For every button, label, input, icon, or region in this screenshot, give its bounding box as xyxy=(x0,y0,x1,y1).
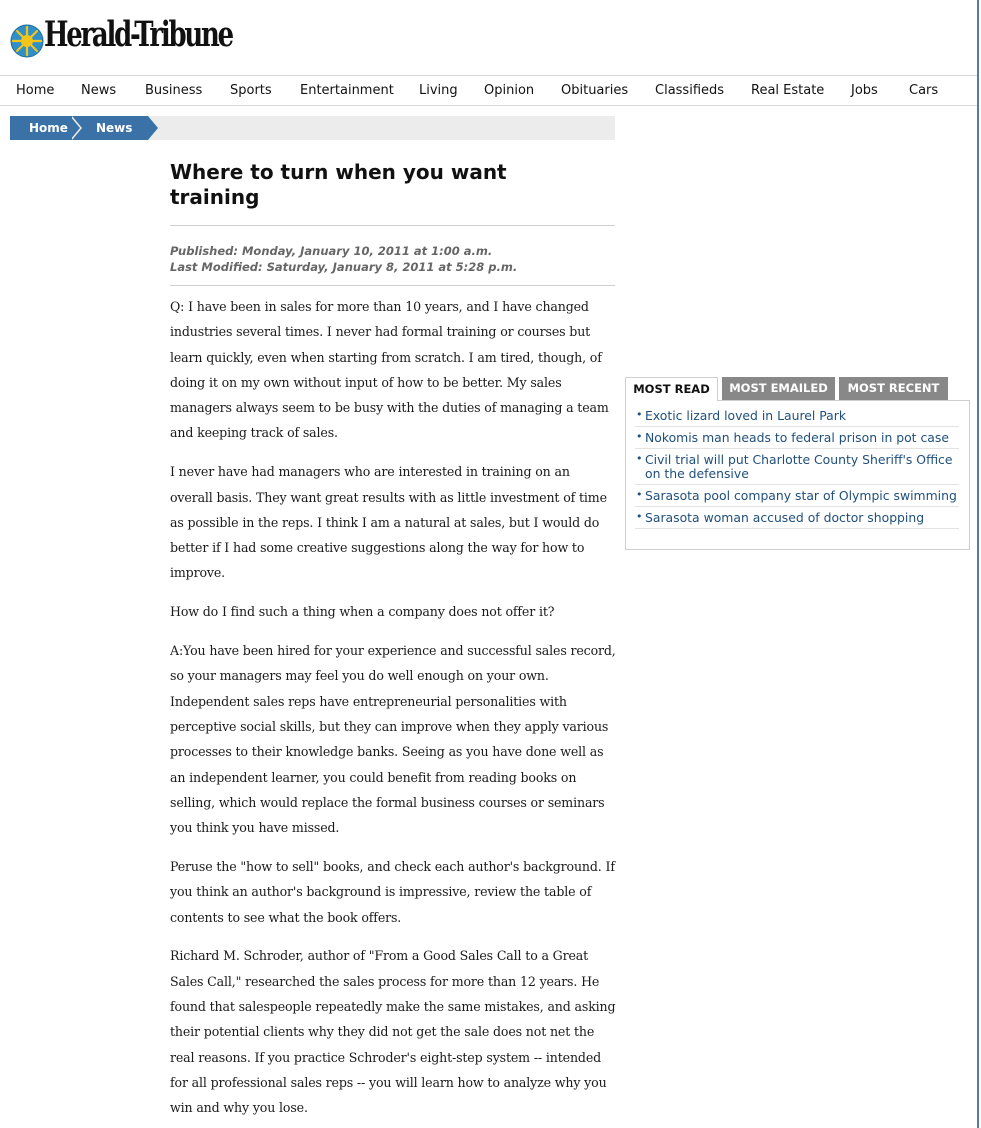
nav-item-business[interactable]: Business xyxy=(145,83,203,98)
modified-date: Last Modified: Saturday, January 8, 2011 at 5:28 p.m. xyxy=(170,260,518,274)
nav-item-entertainment[interactable]: Entertainment xyxy=(300,83,394,98)
article-paragraph: A:You have been hired for your experience and successful sales record, so your managers may feel you do well enough on your own. Independent sales reps have entrepreneurial personalities with perceptive social skills, but they can improve when they apply various processes to their knowledge banks. Seeing as you have done well as an independent learner, you could benefit from reading books on selling, which would replace the formal business courses or seminars you think you have missed. xyxy=(170,643,616,836)
breadcrumb-news[interactable]: News xyxy=(74,116,148,140)
most-read-link[interactable]: • Exotic lizard loved in Laurel Park xyxy=(635,405,959,427)
article-body xyxy=(170,294,616,1128)
published-date: Published: Monday, January 10, 2011 at 1:00 a.m. xyxy=(170,244,493,258)
nav-item-home[interactable]: Home xyxy=(16,83,55,98)
breadcrumb-arrow-icon xyxy=(148,116,158,140)
main-navigation xyxy=(0,75,977,106)
logo-wordmark: Herald-Tribune xyxy=(44,14,232,55)
nav-item-classifieds[interactable]: Classifieds xyxy=(655,83,725,98)
most-popular-widget xyxy=(625,377,970,550)
page-right-border xyxy=(977,0,979,1128)
tab-most-recent[interactable]: MOST RECENT xyxy=(839,377,948,400)
tab-most-emailed[interactable]: MOST EMAILED xyxy=(722,377,835,400)
most-read-list xyxy=(625,400,970,550)
most-read-link[interactable]: • Sarasota pool company star of Olympic swimming xyxy=(635,485,959,507)
article-paragraph: Q: I have been in sales for more than 10 years, and I have changed industries several times. I never had formal training or courses but learn quickly, even when starting from scratch. I am tired, though, of doing it on my own without input of how to be better. My sales managers always seem to be busy with the duties of managing a team and keeping track of sales. xyxy=(170,299,609,441)
nav-item-jobs[interactable]: Jobs xyxy=(851,83,878,98)
sun-globe-icon xyxy=(10,24,44,58)
nav-item-living[interactable]: Living xyxy=(419,83,458,98)
article-paragraph: Peruse the "how to sell" books, and check each author's background. If you think an author's background is impressive, review the table of contents to see what the book offers. xyxy=(170,858,615,925)
most-read-link[interactable]: • Civil trial will put Charlotte County Sheriff's Office on the defensive xyxy=(635,449,959,485)
nav-item-obituaries[interactable]: Obituaries xyxy=(561,83,629,98)
article-paragraph: How do I find such a thing when a company does not offer it? xyxy=(170,604,555,620)
nav-item-opinion[interactable]: Opinion xyxy=(484,83,535,98)
breadcrumb-home[interactable]: Home xyxy=(10,116,74,140)
divider xyxy=(170,225,615,226)
breadcrumb-arrow-icon xyxy=(70,116,80,140)
article-title: Where to turn when you want training xyxy=(170,160,507,209)
divider xyxy=(170,285,615,286)
nav-item-cars[interactable]: Cars xyxy=(909,83,939,98)
breadcrumb xyxy=(10,116,615,140)
tab-most-read[interactable]: MOST READ xyxy=(625,377,718,401)
article-meta xyxy=(170,243,615,275)
most-read-link[interactable]: • Nokomis man heads to federal prison in pot case xyxy=(635,427,959,449)
nav-item-news[interactable]: News xyxy=(81,83,117,98)
nav-item-sports[interactable]: Sports xyxy=(230,83,272,98)
nav-item-real-estate[interactable]: Real Estate xyxy=(751,83,825,98)
most-read-link[interactable]: • Sarasota woman accused of doctor shopping xyxy=(635,507,959,529)
article-paragraph: Richard M. Schroder, author of "From a Good Sales Call to a Great Sales Call," researched the sales process for more than 12 years. He found that salespeople repeatedly make the same mistakes, and asking their potential clients why they did not get the sale does not net the real reasons. If you practice Schroder's eight-step system -- intended for all professional sales reps -- you will learn how to analyze why you win and why you lose. xyxy=(170,948,616,1116)
site-logo[interactable] xyxy=(10,12,270,62)
article-paragraph: I never have had managers who are interested in training on an overall basis. They want great results with as little investment of time as possible in the reps. I think I am a natural at sales, but I would do better if I had some creative suggestions along the way for how to improve. xyxy=(170,464,607,581)
